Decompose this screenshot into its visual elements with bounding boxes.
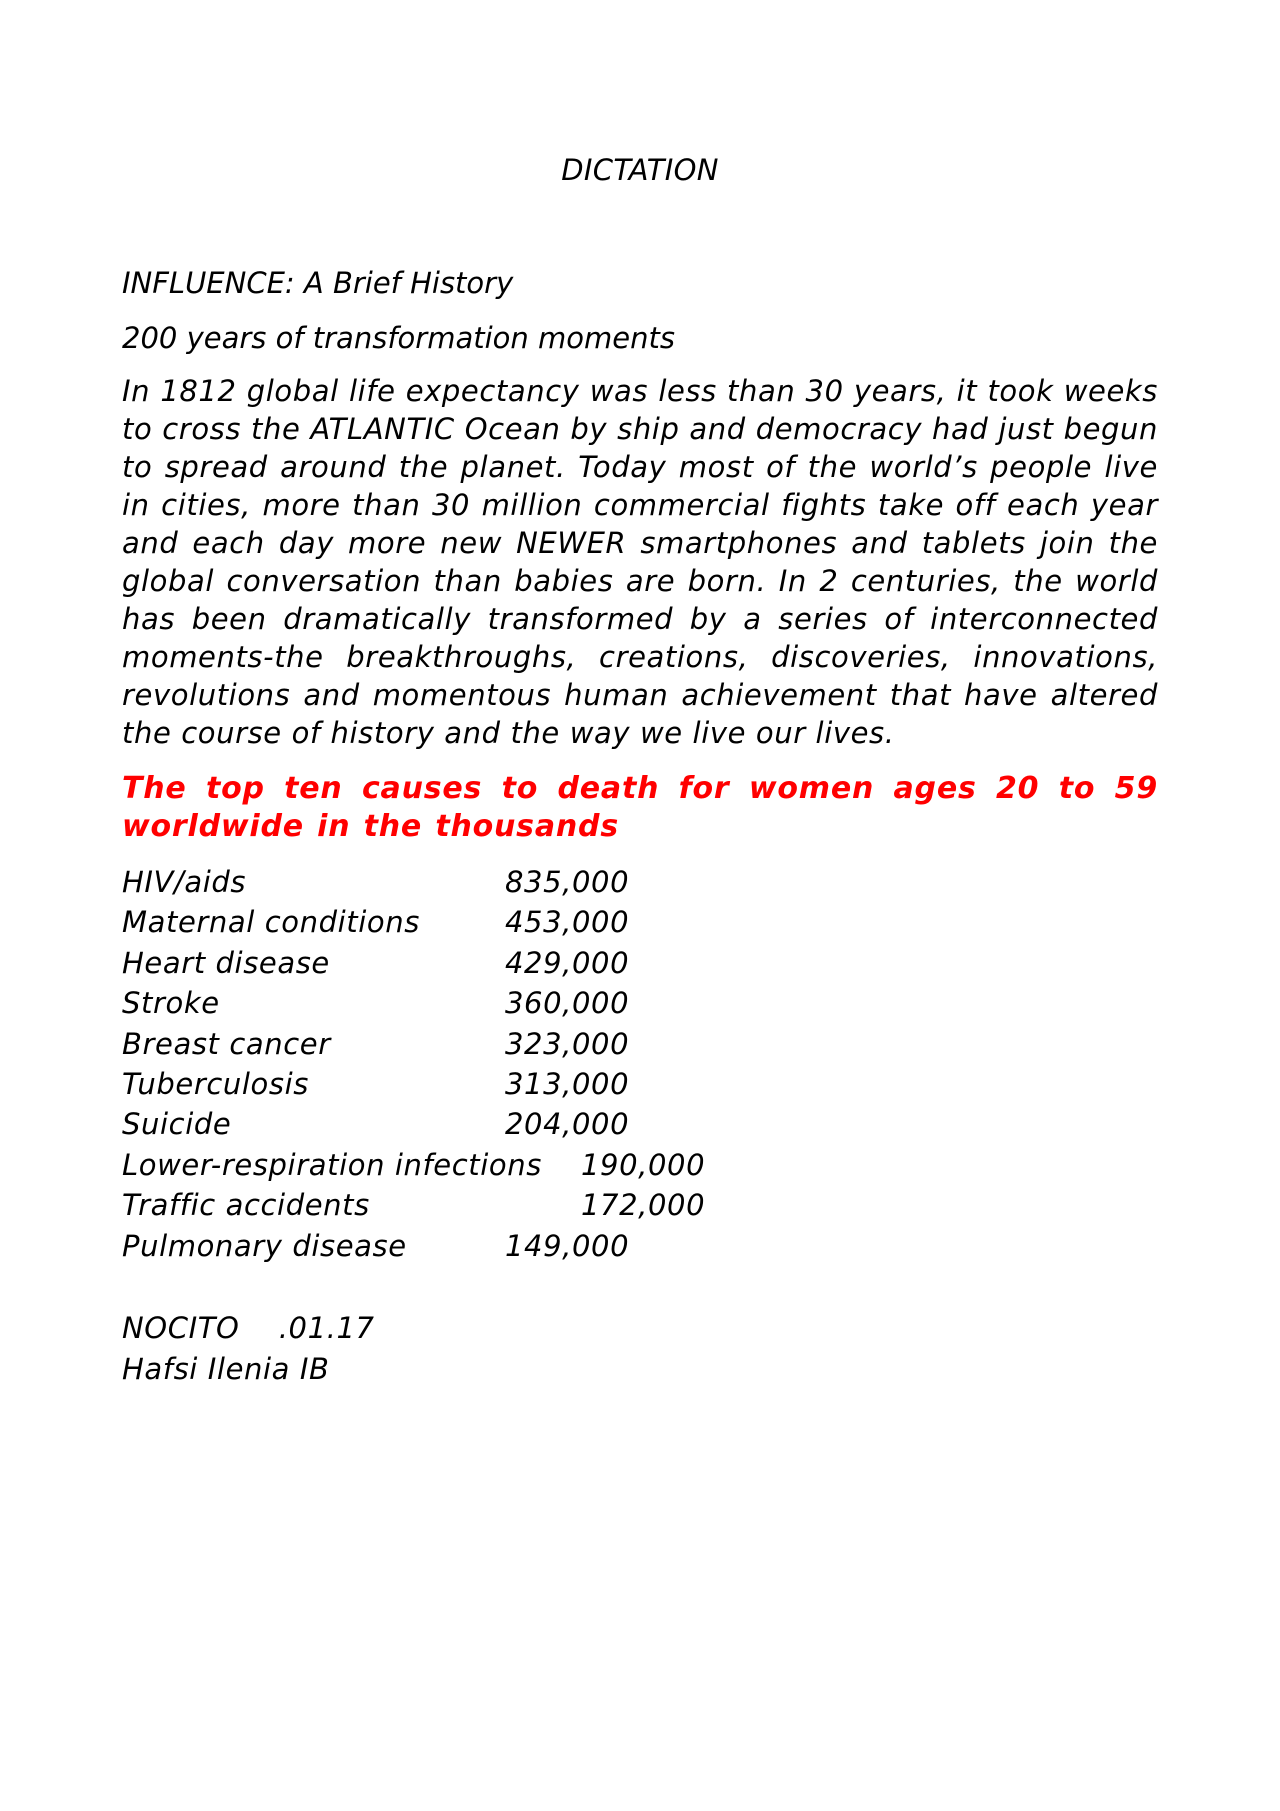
cause-name: Maternal conditions (122, 905, 420, 940)
causes-list (122, 862, 822, 1266)
cause-value: 360,000 (505, 986, 630, 1021)
list-item (122, 1064, 822, 1104)
causes-heading: The top ten causes to death for women ages 20 to 59 worldwide in the thousands (122, 771, 1158, 844)
cause-name: Lower-respiration infections (122, 1147, 542, 1182)
list-item (122, 1185, 822, 1225)
cause-name: HIV/aids (122, 865, 247, 899)
cause-name: Tuberculosis (122, 1066, 309, 1101)
list-item (122, 983, 822, 1023)
cause-value: 313,000 (505, 1066, 630, 1101)
cause-name: Breast cancer (122, 1026, 331, 1061)
cause-value: 835,000 (505, 865, 630, 899)
cause-name: Pulmonary disease (122, 1228, 407, 1263)
cause-value: 429,000 (505, 945, 630, 980)
document-heading: INFLUENCE: A Brief History (122, 266, 514, 300)
cause-value: 204,000 (505, 1107, 630, 1142)
list-item (122, 902, 822, 942)
list-item (122, 943, 822, 983)
cause-value: 323,000 (505, 1026, 630, 1061)
cause-value: 190,000 (581, 1147, 706, 1182)
list-item (122, 1104, 822, 1144)
cause-name: Traffic accidents (122, 1188, 370, 1223)
footer-class-date: NOCITO .01.17 (122, 1311, 375, 1345)
page-title: DICTATION (561, 153, 719, 187)
cause-value: 149,000 (505, 1228, 630, 1263)
cause-value: 172,000 (581, 1188, 706, 1223)
list-item (122, 1024, 822, 1064)
cause-name: Heart disease (122, 945, 330, 980)
list-item (122, 862, 822, 902)
list-item (122, 1226, 822, 1266)
cause-name: Suicide (122, 1107, 232, 1142)
document-subheading: 200 years of transformation moments (122, 321, 675, 355)
body-paragraph: In 1812 global life expectancy was less than 30 years, it took weeks to cross the ATLANTIC Ocean by ship and democracy had just begun to spread around the planet. Today most of the world’s people live in cities, more than 30 million commercial fights take off each year and each day more new NEWER smartphones and tablets join the global conversation than babies are born. In 2 centuries, the world has been dramatically transformed by a series of interconnected moments-the breakthroughs, creations, discoveries, innovations, revolutions and momentous human achievement that have altered the course of history and the way we live our lives. (122, 374, 1158, 750)
cause-value: 453,000 (505, 905, 630, 940)
list-item (122, 1145, 822, 1185)
cause-name: Stroke (122, 986, 220, 1021)
footer-author: Hafsi Ilenia IB (122, 1352, 330, 1386)
